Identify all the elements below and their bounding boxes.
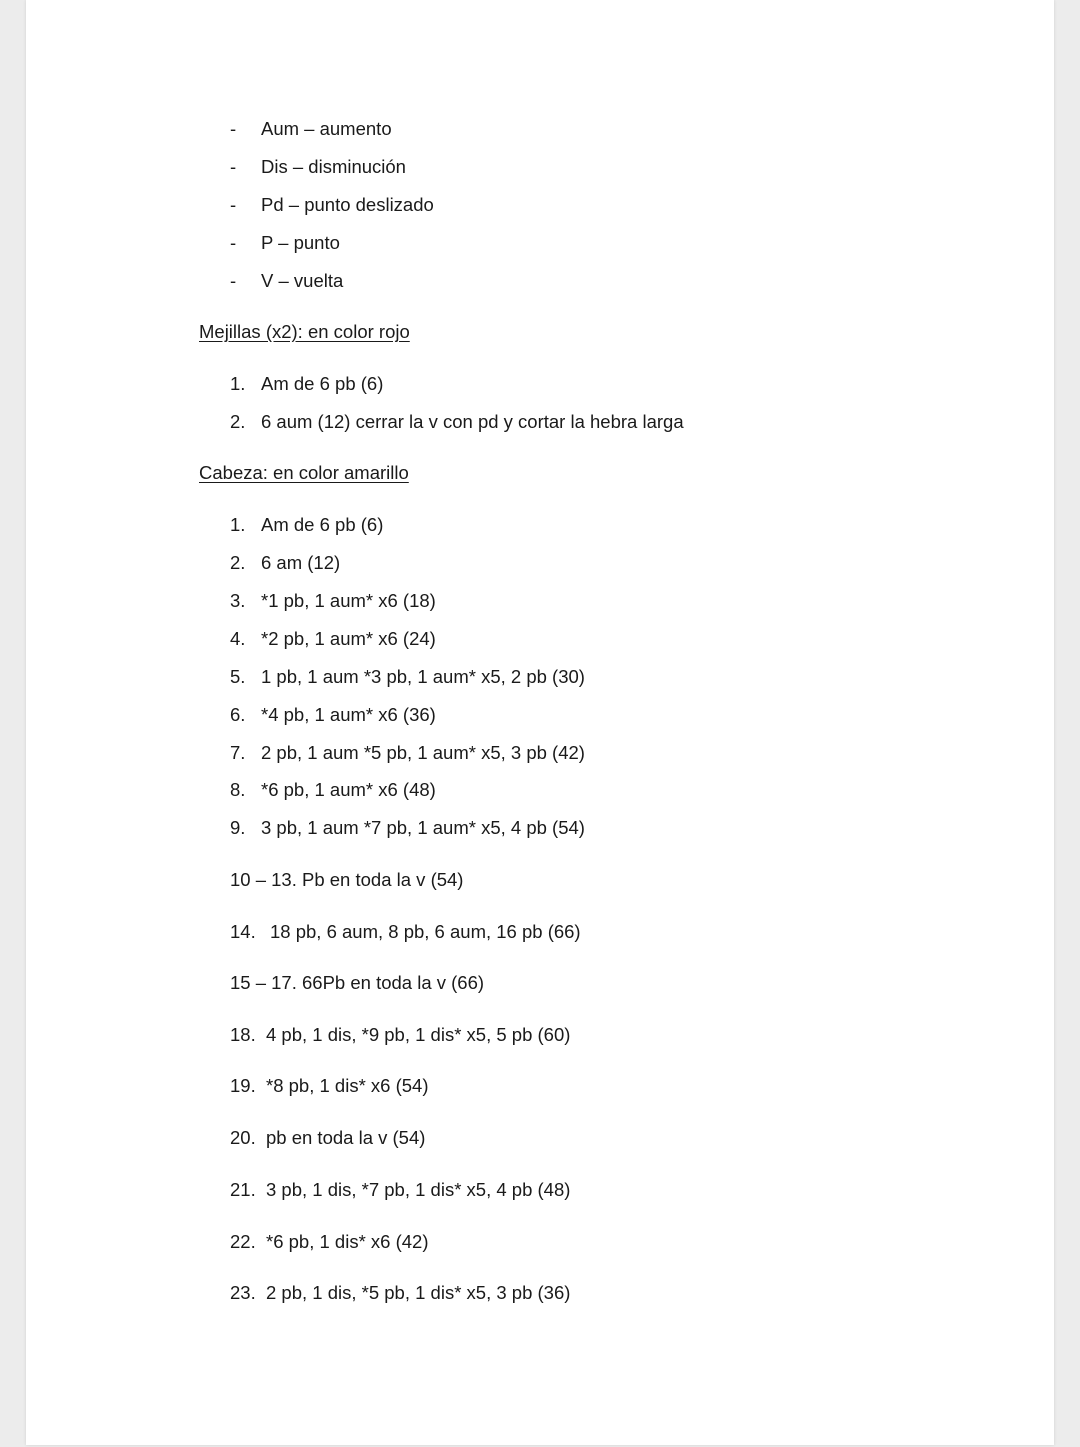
step-item: 1. Am de 6 pb (6)	[230, 373, 384, 394]
document-page	[26, 0, 1054, 1445]
step-item: 22. *6 pb, 1 dis* x6 (42)	[230, 1231, 429, 1252]
step-item: 4. *2 pb, 1 aum* x6 (24)	[230, 628, 436, 649]
step-item: 8. *6 pb, 1 aum* x6 (48)	[230, 779, 436, 800]
step-item: 2. 6 am (12)	[230, 552, 341, 573]
abbreviation-item: - P – punto	[230, 232, 340, 253]
step-item: 10 – 13. Pb en toda la v (54)	[230, 869, 464, 890]
step-item: 7. 2 pb, 1 aum *5 pb, 1 aum* x5, 3 pb (42)	[230, 742, 585, 763]
step-item: 2. 6 aum (12) cerrar la v con pd y cortar la hebra larga	[230, 411, 684, 432]
step-item: 21. 3 pb, 1 dis, *7 pb, 1 dis* x5, 4 pb (48)	[230, 1179, 571, 1200]
step-item: 19. *8 pb, 1 dis* x6 (54)	[230, 1075, 429, 1096]
step-item: 23. 2 pb, 1 dis, *5 pb, 1 dis* x5, 3 pb (36)	[230, 1282, 571, 1303]
step-item: 6. *4 pb, 1 aum* x6 (36)	[230, 704, 436, 725]
section-heading-cabeza: Cabeza: en color amarillo	[199, 462, 409, 483]
section-heading-mejillas: Mejillas (x2): en color rojo	[199, 321, 410, 342]
abbreviation-item: - V – vuelta	[230, 270, 344, 291]
step-item: 15 – 17. 66Pb en toda la v (66)	[230, 972, 485, 993]
step-item: 20. pb en toda la v (54)	[230, 1127, 426, 1148]
step-item: 5. 1 pb, 1 aum *3 pb, 1 aum* x5, 2 pb (30)	[230, 666, 585, 687]
step-item: 18. 4 pb, 1 dis, *9 pb, 1 dis* x5, 5 pb (60)	[230, 1024, 571, 1045]
abbreviation-item: - Aum – aumento	[230, 118, 392, 139]
step-item: 1. Am de 6 pb (6)	[230, 514, 384, 535]
step-item: 9. 3 pb, 1 aum *7 pb, 1 aum* x5, 4 pb (54)	[230, 817, 585, 838]
abbreviation-item: - Pd – punto deslizado	[230, 194, 434, 215]
step-item: 14. 18 pb, 6 aum, 8 pb, 6 aum, 16 pb (66)	[230, 921, 581, 942]
abbreviation-item: - Dis – disminución	[230, 156, 406, 177]
step-item: 3. *1 pb, 1 aum* x6 (18)	[230, 590, 436, 611]
